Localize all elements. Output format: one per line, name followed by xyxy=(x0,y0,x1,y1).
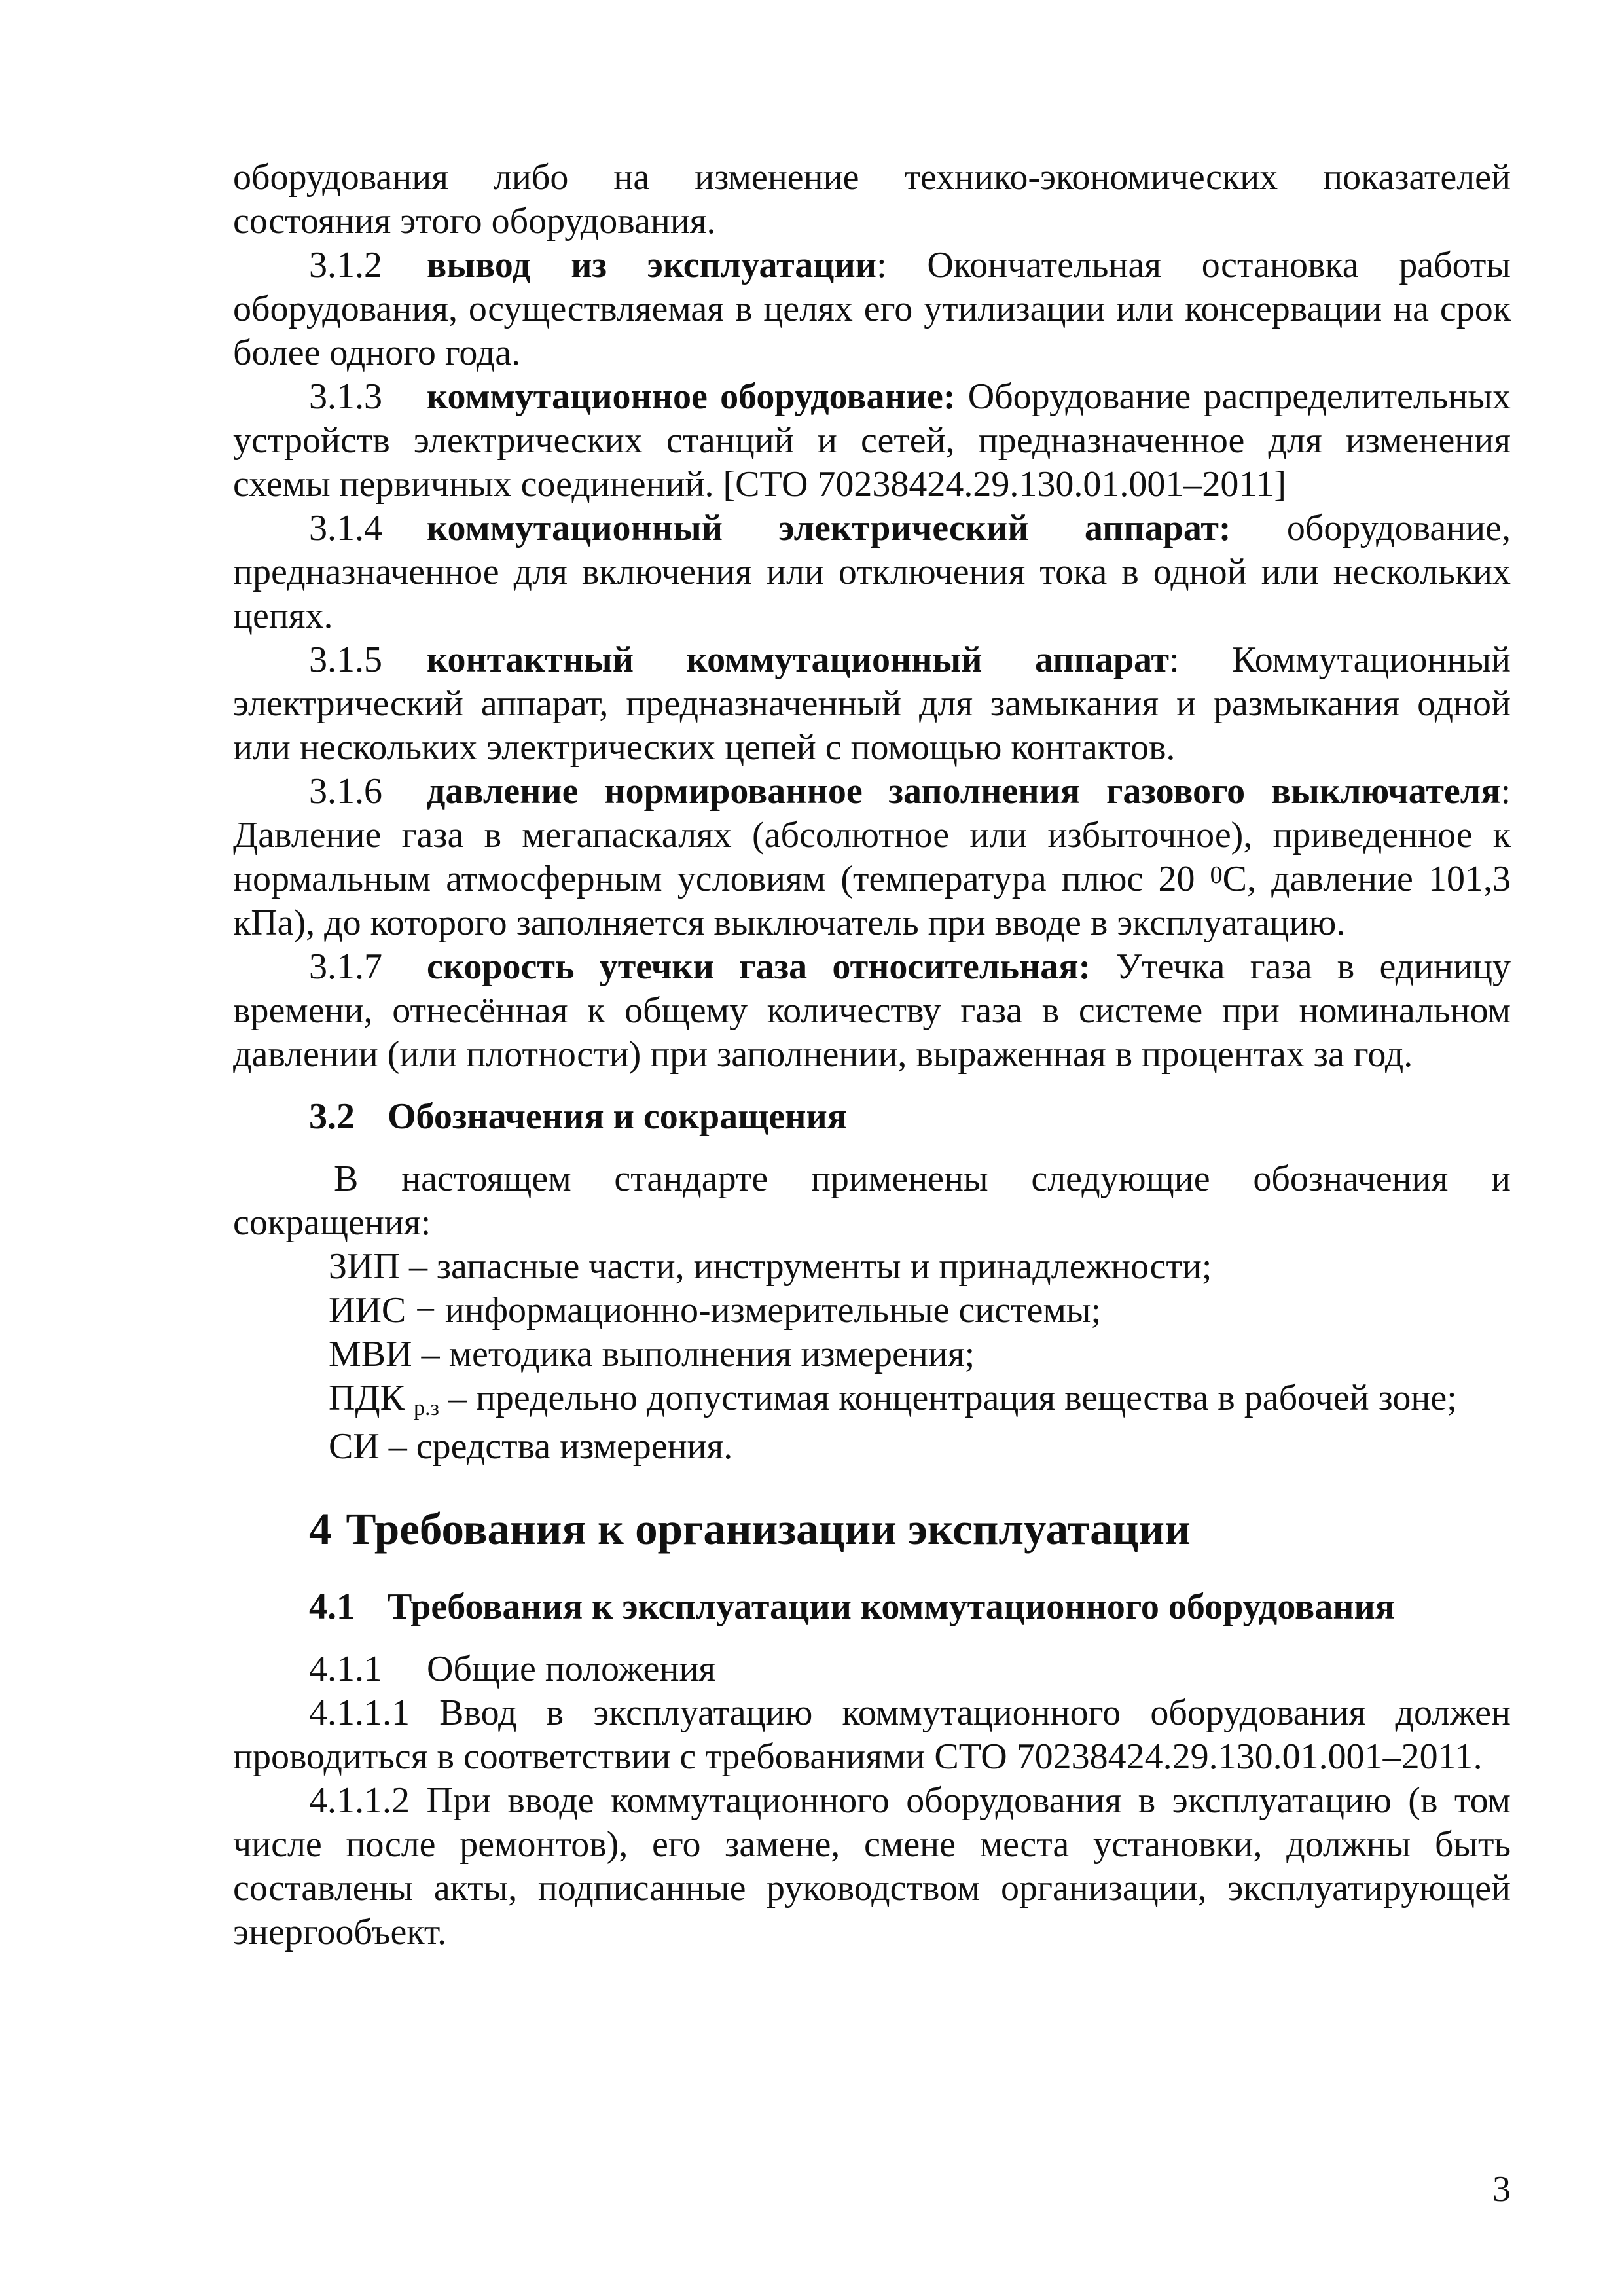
degree-superscript: 0 xyxy=(1210,861,1223,889)
definition-text: Коммутационный электрический аппарат, предназначенный для замыкания и размыкания одной или нескольких электрических цепей с помощью контактов. xyxy=(233,639,1511,768)
definition-text: оборудование, предназначенное для включения или отключения тока в одной или нескольких цепях. xyxy=(233,508,1511,636)
subsection-heading-4-1 xyxy=(309,1585,1511,1629)
definition-term: давление нормированное заполнения газового выключателя xyxy=(427,771,1501,812)
item-4-1-1-2 xyxy=(233,1779,1511,1954)
subsection-title: Обозначения и сокращения xyxy=(388,1096,848,1137)
definition-term: коммутационное оборудование: xyxy=(427,376,956,417)
definition-number: 3.1.6 xyxy=(309,771,382,812)
definition-text-part-b: С, давление 101,3 кПа), до которого заполняется выключатель при вводе в эксплуатацию. xyxy=(233,859,1511,943)
definition-3-1-2 xyxy=(233,243,1511,375)
subsection-number: 3.2 xyxy=(309,1096,355,1137)
definition-separator: : xyxy=(1500,771,1511,812)
item-number: 4.1.1 xyxy=(309,1649,382,1689)
list-item: ЗИП – запасные части, инструменты и принадлежности; xyxy=(329,1246,1212,1287)
definition-text: Окончательная остановка работы оборудования, осуществляемая в целях его утилизации или консервации на срок более одного года. xyxy=(233,245,1511,373)
definition-3-1-7 xyxy=(233,945,1511,1077)
definition-term: вывод из эксплуатации xyxy=(427,245,877,285)
paragraph-continuation-line2: состояния этого оборудования. xyxy=(233,201,716,242)
document-page xyxy=(233,156,1511,1954)
item-text: Ввод в эксплуатацию коммутационного оборудования должен проводиться в соответствии с требованиями СТО 70238424.29.130.01.001–2011. xyxy=(233,1693,1511,1777)
definition-term: контактный коммутационный аппарат xyxy=(427,639,1170,680)
list-item: МВИ – методика выполнения измерения; xyxy=(329,1334,975,1374)
definition-3-1-3 xyxy=(233,375,1511,507)
definition-text: Оборудование распределительных устройств электрических станций и сетей, предназначенное для изменения схемы первичных соединений. xyxy=(233,376,1511,505)
definition-number: 3.1.5 xyxy=(309,639,382,680)
item-number: 4.1.1.2 xyxy=(309,1780,410,1821)
definition-text-part-a: Давление газа в мегапаскалях (абсолютное или избыточное), приведенное к нормальным атмосферным условиям (температура плюс 20 xyxy=(233,815,1511,899)
abbreviation-pdk: ПДК xyxy=(329,1378,414,1418)
definition-reference: [СТО 70238424.29.130.01.001–2011] xyxy=(723,464,1286,505)
item-4-1-1 xyxy=(233,1647,1511,1691)
definition-term: коммутационный электрический аппарат: xyxy=(427,508,1231,548)
abbreviation-subscript: р.з xyxy=(414,1396,439,1420)
list-item: ИИС − информационно-измерительные системы; xyxy=(329,1290,1102,1331)
abbreviation-pdk-definition: – предельно допустимая концентрация вещества в рабочей зоне; xyxy=(439,1378,1457,1418)
definition-number: 3.1.3 xyxy=(309,376,382,417)
list-item xyxy=(329,1376,1511,1425)
item-4-1-1-1 xyxy=(233,1691,1511,1779)
definition-number: 3.1.7 xyxy=(309,946,382,987)
definition-text: Утечка газа в единицу времени, отнесённая к общему количеству газа в системе при номинальном давлении (или плотности) при заполнении, выраженная в процентах за год. xyxy=(233,946,1511,1075)
abbreviations-list xyxy=(329,1245,1511,1469)
paragraph-continuation-line1: оборудования либо на изменение технико-экономических показателей xyxy=(233,157,1511,198)
definition-number: 3.1.2 xyxy=(309,245,382,285)
subsection-number: 4.1 xyxy=(309,1587,355,1627)
definition-3-1-5 xyxy=(233,638,1511,770)
section-number: 4 xyxy=(309,1504,332,1554)
section-heading-4 xyxy=(309,1503,1511,1555)
item-number: 4.1.1.1 xyxy=(309,1693,410,1733)
subsection-heading-3-2 xyxy=(309,1095,1511,1139)
abbreviations-intro: В настоящем стандарте применены следующие обозначения и сокращения: xyxy=(233,1158,1511,1243)
item-text: При вводе коммутационного оборудования в эксплуатацию (в том числе после ремонтов), его замене, смене места установки, должны быть составлены акты, подписанные руководством организации, эксплуатирующей энергообъект. xyxy=(233,1780,1511,1952)
definition-number: 3.1.4 xyxy=(309,508,382,548)
definition-3-1-4 xyxy=(233,507,1511,638)
subsection-title: Требования к эксплуатации коммутационного оборудования xyxy=(388,1587,1396,1627)
item-title: Общие положения xyxy=(427,1649,716,1689)
list-item: СИ – средства измерения. xyxy=(329,1426,733,1467)
definition-separator: : xyxy=(876,245,887,285)
definition-3-1-6 xyxy=(233,770,1511,945)
definition-term: скорость утечки газа относительная: xyxy=(427,946,1091,987)
definition-separator: : xyxy=(1169,639,1180,680)
section-title: Требования к организации эксплуатации xyxy=(346,1504,1191,1554)
page-number: 3 xyxy=(1492,2169,1511,2210)
